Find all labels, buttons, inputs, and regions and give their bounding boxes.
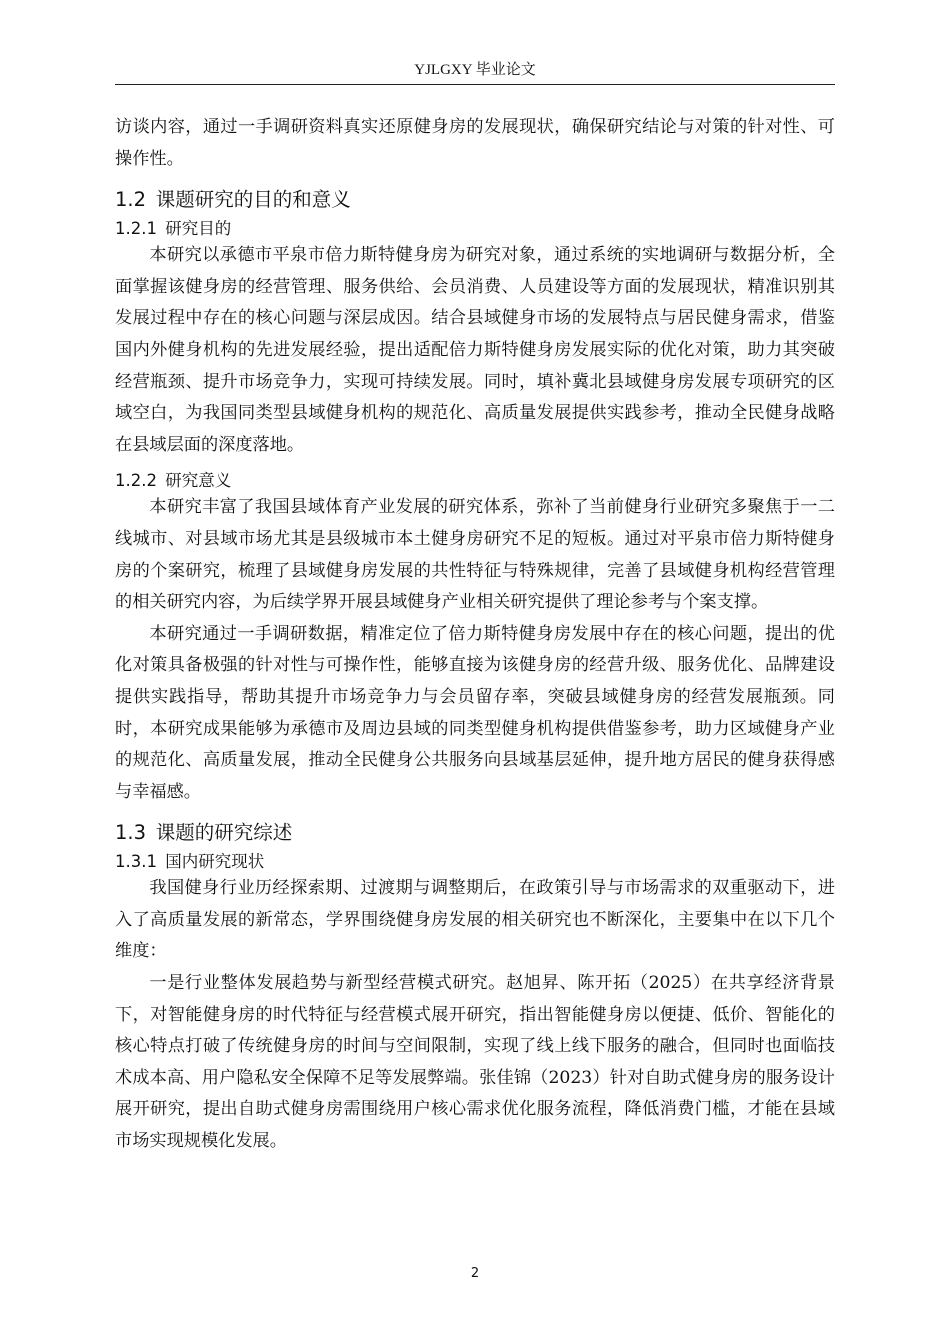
subsection-heading-1-3-1: [115, 851, 835, 873]
header-divider: [115, 84, 835, 85]
section-heading-1-2: [115, 186, 835, 214]
subsection-number: 1.2.2: [115, 471, 157, 491]
paragraph-research-purpose: 本研究以承德市平泉市倍力斯特健身房为研究对象，通过系统的实地调研与数据分析，全面掌握该健身房的经营管理、服务供给、会员消费、人员建设等方面的发展现状，精准识别其发展过程中存在的核心问题与深层成因。结合县域健身市场的发展特点与居民健身需求，借鉴国内外健身机构的先进发展经验，提出适配倍力斯特健身房发展实际的优化对策，助力其突破经营瓶颈、提升市场竞争力，实现可持续发展。同时，填补冀北县域健身房发展专项研究的区域空白，为我国同类型县域健身机构的规范化、高质量发展提供实践参考，推动全民健身战略在县域层面的深度落地。: [115, 245, 835, 455]
section-number: 1.3: [115, 821, 147, 845]
paragraph-significance-practice: 本研究通过一手调研数据，精准定位了倍力斯特健身房发展中存在的核心问题，提出的优化对策具备极强的针对性与可操作性，能够直接为该健身房的经营升级、服务优化、品牌建设提供实践指导，帮助其提升市场竞争力与会员留存率，突破县域健身房的经营发展瓶颈。同时，本研究成果能够为承德市及周边县域的同类型健身机构提供借鉴参考，助力区域健身产业的规范化、高质量发展，推动全民健身公共服务向县域基层延伸，提升地方居民的健身获得感与幸福感。: [115, 623, 835, 802]
subsection-number: 1.2.1: [115, 219, 157, 239]
running-header: YJLGXY 毕业论文: [414, 62, 536, 78]
section-number: 1.2: [115, 188, 147, 212]
section-title: 课题的研究综述: [155, 821, 293, 845]
subsection-title: 研究意义: [165, 471, 232, 491]
page-number: 2: [470, 1266, 480, 1281]
subsection-title: 研究目的: [165, 219, 232, 239]
page-body: [115, 112, 835, 1158]
paragraph-domestic-trends: 一是行业整体发展趋势与新型经营模式研究。赵旭昇、陈开拓（2025）在共享经济背景下，对智能健身房的时代特征与经营模式展开研究，指出智能健身房以便捷、低价、智能化的核心特点打破了传统健身房的时间与空间限制，实现了线上线下服务的融合，但同时也面临技术成本高、用户隐私安全保障不足等发展弊端。张佳锦（2023）针对自助式健身房的服务设计展开研究，提出自助式健身房需围绕用户核心需求优化服务流程，降低消费门槛，才能在县域市场实现规模化发展。: [115, 973, 835, 1152]
paragraph-significance-theory: 本研究丰富了我国县域体育产业发展的研究体系，弥补了当前健身行业研究多聚焦于一二线城市、对县域市场尤其是县级城市本土健身房研究不足的短板。通过对平泉市倍力斯特健身房的个案研究，梳理了县域健身房发展的共性特征与特殊规律，完善了县域健身机构经营管理的相关研究内容，为后续学界开展县域健身产业相关研究提供了理论参考与个案支撑。: [115, 497, 835, 613]
subsection-heading-1-2-1: [115, 218, 835, 240]
section-title: 课题研究的目的和意义: [155, 188, 351, 212]
continuation-paragraph: 访谈内容，通过一手调研资料真实还原健身房的发展现状，确保研究结论与对策的针对性、可操作性。: [115, 117, 835, 169]
paragraph-domestic-overview: 我国健身行业历经探索期、过渡期与调整期后，在政策引导与市场需求的双重驱动下，进入了高质量发展的新常态，学界围绕健身房发展的相关研究也不断深化，主要集中在以下几个维度：: [115, 878, 835, 962]
subsection-heading-1-2-2: [115, 470, 835, 492]
subsection-title: 国内研究现状: [165, 852, 265, 872]
section-heading-1-3: [115, 819, 835, 847]
subsection-number: 1.3.1: [115, 852, 157, 872]
